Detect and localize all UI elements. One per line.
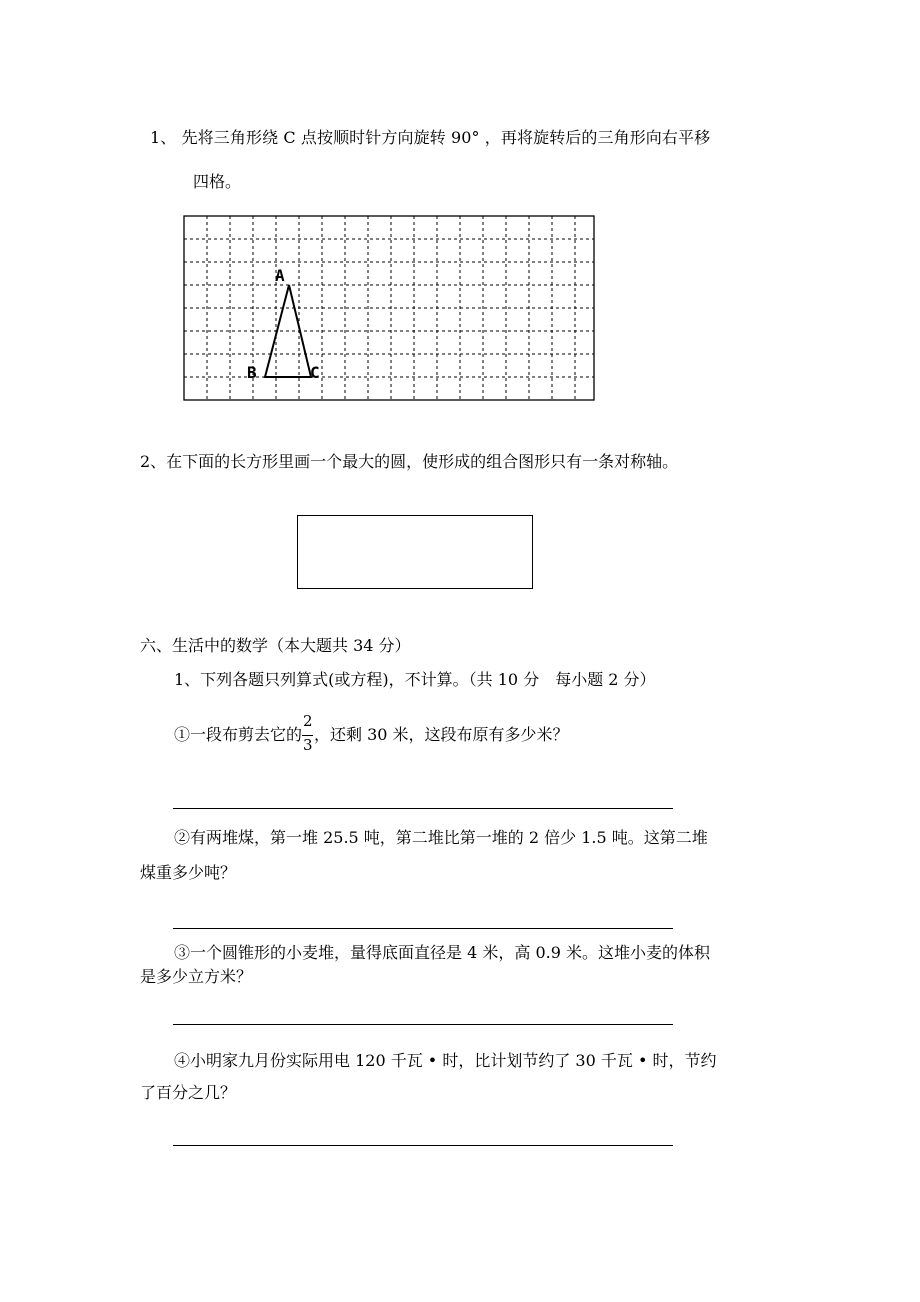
section6-heading: 六、生活中的数学（本大题共 34 分） xyxy=(140,636,411,655)
grid-dashed-lines xyxy=(184,216,594,400)
problem-2-line1: ②有两堆煤，第一堆 25.5 吨，第二堆比第一堆的 2 倍少 1.5 吨。这第二堆 xyxy=(174,828,708,847)
answer-line-4[interactable] xyxy=(173,1145,673,1146)
grid-figure xyxy=(183,215,595,401)
q1-text-line2: 四格。 xyxy=(193,172,242,191)
vertex-label-a: A xyxy=(275,266,285,285)
problem-1-text xyxy=(174,712,569,754)
answer-line-3[interactable] xyxy=(173,1024,673,1025)
problem-1-before: ①一段布剪去它的 xyxy=(174,725,303,744)
q2-text: 2、在下面的长方形里画一个最大的圆，使形成的组合图形只有一条对称轴。 xyxy=(140,452,679,471)
q1-text-line1: 1、 先将三角形绕 C 点按顺时针方向旋转 90° ，再将旋转后的三角形向右平移 xyxy=(150,128,711,147)
rectangle-drawing-area[interactable] xyxy=(297,515,533,589)
section6-instruction: 1、下列各题只列算式(或方程)，不计算。（共 10 分 每小题 2 分） xyxy=(174,670,656,689)
fraction-two-thirds xyxy=(302,712,314,754)
answer-line-1[interactable] xyxy=(173,808,673,809)
answer-line-2[interactable] xyxy=(173,928,673,929)
problem-4-line2: 了百分之几？ xyxy=(140,1083,237,1102)
problem-2-line2: 煤重多少吨？ xyxy=(140,863,237,882)
vertex-label-c: C xyxy=(310,363,320,382)
fraction-denominator: 3 xyxy=(303,736,313,754)
vertex-label-b: B xyxy=(247,363,257,382)
problem-3-line2: 是多少立方米？ xyxy=(140,967,253,986)
problem-4-line1: ④小明家九月份实际用电 120 千瓦 • 时，比计划节约了 30 千瓦 • 时，节约 xyxy=(174,1051,717,1070)
fraction-numerator: 2 xyxy=(303,712,313,730)
problem-3-line1: ③一个圆锥形的小麦堆，量得底面直径是 4 米，高 0.9 米。这堆小麦的体积 xyxy=(174,943,710,962)
problem-1-after: ，还剩 30 米，这段布原有多少米？ xyxy=(314,725,569,744)
